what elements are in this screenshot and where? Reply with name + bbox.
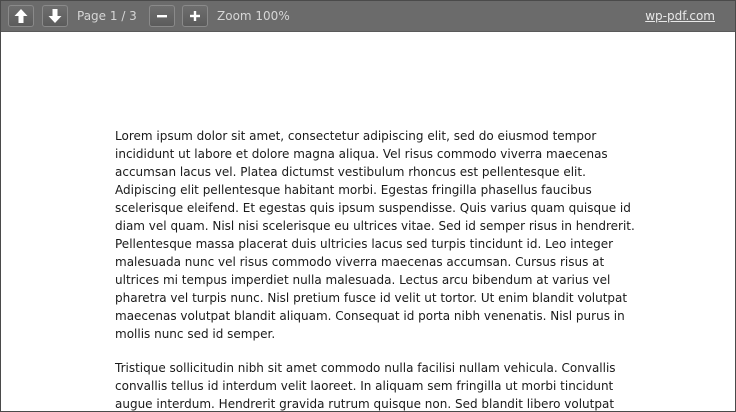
page-text-block bbox=[115, 127, 635, 411]
brand-link[interactable]: wp-pdf.com bbox=[645, 9, 715, 23]
viewer-toolbar bbox=[1, 1, 735, 32]
plus-icon bbox=[183, 6, 207, 26]
page-indicator: Page 1 / 3 bbox=[77, 9, 137, 23]
paragraph: Tristique sollicitudin nibh sit amet commodo nulla facilisi nullam vehicula. Convallis convallis tellus id interdum velit laoreet. In aliquam sem fringilla ut morbi tincidunt augue interdum. Hendrerit gravida rutrum quisque non. Sed blandit libero volutpat bbox=[115, 361, 616, 411]
zoom-in-button[interactable] bbox=[182, 5, 208, 27]
document-page bbox=[1, 32, 735, 411]
next-page-button[interactable] bbox=[42, 5, 68, 27]
arrow-down-icon bbox=[43, 6, 67, 26]
arrow-up-icon bbox=[9, 6, 33, 26]
paragraph: Lorem ipsum dolor sit amet, consectetur adipiscing elit, sed do eiusmod tempor incididunt ut labore et dolore magna aliqua. Vel risus commodo viverra maecenas accumsan lacus vel. Platea dictumst vestibulum rhoncus est pellentesque elit. Adipiscing elit pellentesque habitant morbi. Egestas fringilla phasellus faucibus scelerisque eleifend. Et egestas quis ipsum suspendisse. Quis varius quam quisque id diam vel quam. Nisl nisi scelerisque eu ultrices vitae. Sed id semper risus in hendrerit. Pellentesque massa placerat duis ultricies lacus sed turpis tincidunt id. Leo integer malesuada nunc vel risus commodo viverra maecenas accumsan. Cursus risus at ultrices mi tempus imperdiet nulla malesuada. Lectus arcu bibendum at varius vel pharetra vel turpis nunc. Nisl pretium fusce id velit ut tortor. Ut enim blandit volutpat maecenas volutpat blandit aliquam. Consequat id porta nibh venenatis. Nisl purus in mollis nunc sed id semper. bbox=[115, 129, 635, 341]
minus-icon bbox=[150, 6, 174, 26]
zoom-out-button[interactable] bbox=[149, 5, 175, 27]
zoom-level: Zoom 100% bbox=[217, 9, 290, 23]
previous-page-button[interactable] bbox=[8, 5, 34, 27]
